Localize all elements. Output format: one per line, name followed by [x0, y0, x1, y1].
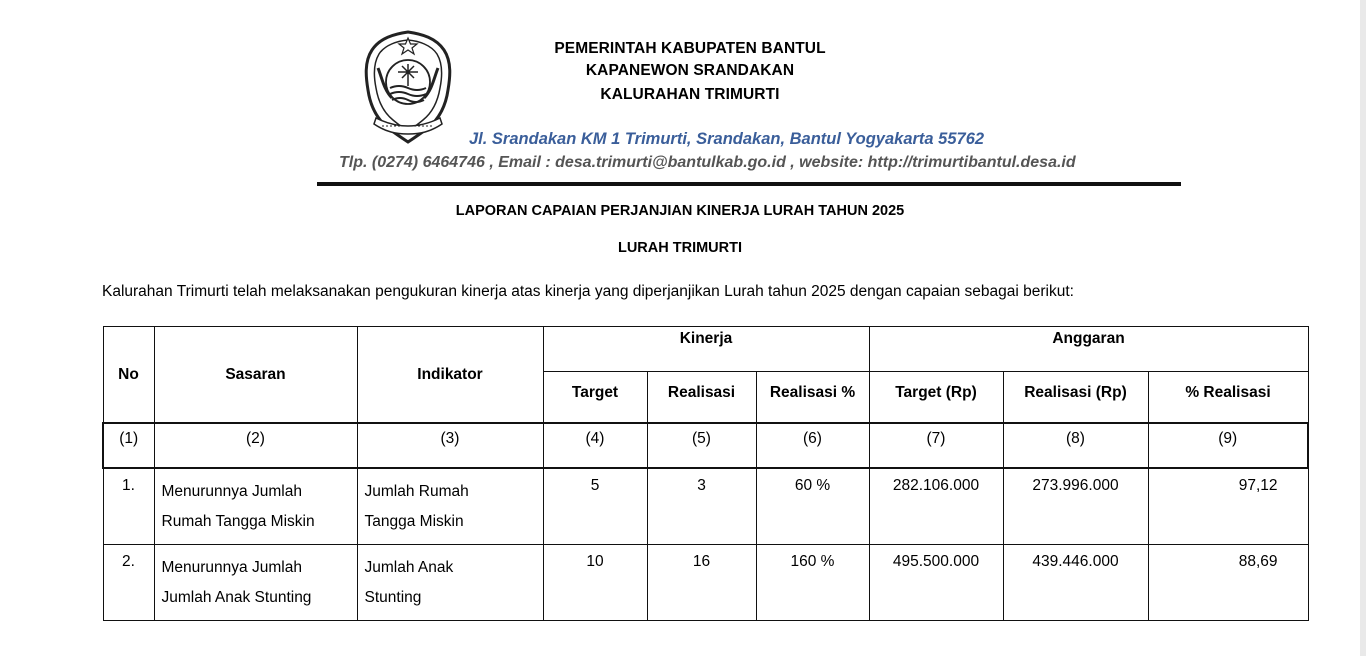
performance-table — [102, 326, 1309, 621]
letterhead-contact: Tlp. (0274) 6464746 , Email : desa.trimurti@bantulkab.go.id , website: http://trimurtibantul.desa.id — [339, 154, 1076, 171]
header-realisasi-rp: Realisasi (Rp) — [1003, 372, 1148, 424]
numbering-row — [103, 423, 1308, 468]
row-sasaran-line1: Menurunnya Jumlah — [161, 483, 302, 500]
header-anggaran: Anggaran — [869, 327, 1308, 372]
header-sasaran: Sasaran — [154, 327, 357, 424]
table-row — [103, 544, 1308, 620]
row-sasaran-line2: Rumah Tangga Miskin — [161, 513, 315, 530]
row-realisasi-pct: 60 % — [756, 468, 869, 544]
report-intro: Kalurahan Trimurti telah melaksanakan pengukuran kinerja atas kinerja yang diperjanjikan Lurah tahun 2025 dengan capaian sebagai berikut: — [102, 283, 1074, 300]
bantul-emblem-logo — [362, 28, 454, 146]
row-target-rp: 282.106.000 — [869, 468, 1003, 544]
row-sasaran-line1: Menurunnya Jumlah — [161, 558, 302, 576]
row-pct-realisasi: 97,12 — [1148, 468, 1308, 544]
header-kinerja: Kinerja — [543, 327, 869, 372]
letterhead-government: PEMERINTAH KABUPATEN BANTUL — [554, 40, 826, 57]
row-indikator-line2: Tangga Miskin — [364, 513, 464, 530]
row-target: 5 — [543, 468, 647, 544]
row-realisasi-rp: 439.446.000 — [1003, 544, 1148, 620]
header-pct-realisasi: % Realisasi — [1148, 372, 1308, 424]
row-target: 10 — [543, 544, 647, 620]
table-row — [103, 468, 1308, 544]
row-indikator-line1: Jumlah Rumah — [364, 483, 469, 500]
header-row-1 — [103, 327, 1308, 372]
row-realisasi: 3 — [647, 468, 756, 544]
row-realisasi-pct: 160 % — [756, 544, 869, 620]
header-realisasi-pct: Realisasi % — [756, 372, 869, 424]
letterhead-address: Jl. Srandakan KM 1 Trimurti, Srandakan, Bantul Yogyakarta 55762 — [469, 130, 985, 148]
row-sasaran-line2: Jumlah Anak Stunting — [161, 588, 312, 606]
header-no: No — [103, 327, 154, 424]
report-title: LAPORAN CAPAIAN PERJANJIAN KINERJA LURAH TAHUN 2025 — [455, 203, 905, 219]
row-sasaran — [154, 468, 357, 544]
column-number: (3) — [357, 423, 543, 468]
column-number: (4) — [543, 423, 647, 468]
row-realisasi: 16 — [647, 544, 756, 620]
letterhead-village: KALURAHAN TRIMURTI — [600, 86, 780, 103]
row-indikator — [357, 544, 543, 620]
column-number: (2) — [154, 423, 357, 468]
column-number: (8) — [1003, 423, 1148, 468]
column-number: (5) — [647, 423, 756, 468]
column-number: (7) — [869, 423, 1003, 468]
row-indikator — [357, 468, 543, 544]
row-pct-realisasi: 88,69 — [1148, 544, 1308, 620]
row-sasaran — [154, 544, 357, 620]
letterhead-district: KAPANEWON SRANDAKAN — [585, 62, 795, 79]
letterhead-divider — [317, 182, 1181, 186]
row-indikator-line1: Jumlah Anak — [364, 558, 454, 576]
row-target-rp: 495.500.000 — [869, 544, 1003, 620]
column-number: (9) — [1148, 423, 1308, 468]
viewer-edge — [1360, 0, 1366, 656]
header-realisasi: Realisasi — [647, 372, 756, 424]
row-no: 1. — [103, 468, 154, 544]
row-indikator-line2: Stunting — [364, 588, 422, 606]
header-indikator: Indikator — [357, 327, 543, 424]
row-realisasi-rp: 273.996.000 — [1003, 468, 1148, 544]
row-no: 2. — [103, 544, 154, 620]
column-number: (1) — [103, 423, 154, 468]
column-number: (6) — [756, 423, 869, 468]
header-target-rp: Target (Rp) — [869, 372, 1003, 424]
header-target: Target — [543, 372, 647, 424]
report-subtitle: LURAH TRIMURTI — [617, 240, 743, 256]
